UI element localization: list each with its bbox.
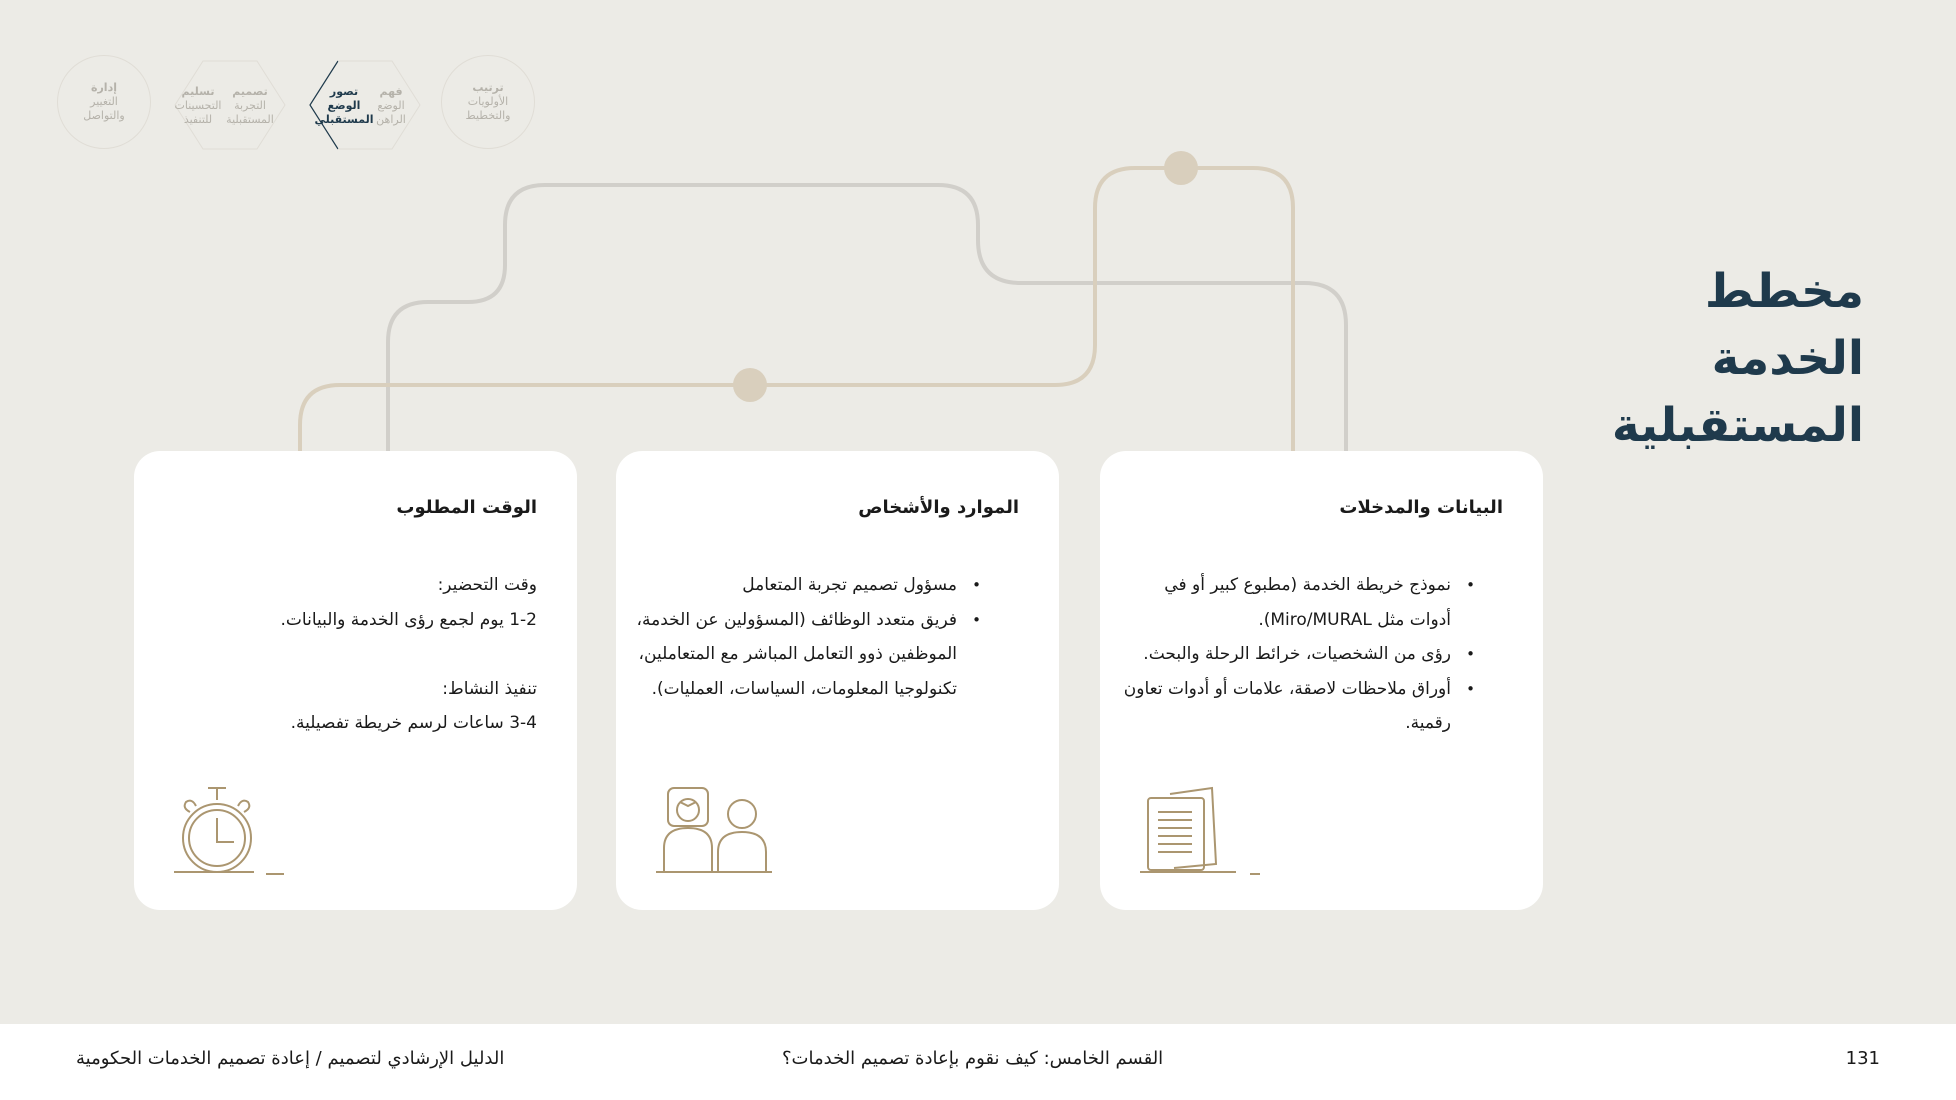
nav-step-sub: الوضع <box>377 99 405 112</box>
nav-step-title: تصور <box>329 85 359 98</box>
card-resources <box>616 451 1059 910</box>
documents-icon <box>1140 784 1260 880</box>
nav-step-change[interactable] <box>57 55 151 149</box>
nav-step-sub: التحسينات <box>174 99 222 112</box>
nav-step-current[interactable] <box>366 60 416 152</box>
people-icon <box>656 784 776 880</box>
nav-step-title: إدارة <box>90 81 117 94</box>
footer <box>0 1024 1956 1100</box>
nav-step-sub: المستقبلية <box>226 113 274 126</box>
footer-guide: الدليل الإرشادي لتصميم / إعادة تصميم الخدمات الحكومية <box>76 1048 505 1069</box>
nav-step-sub: للتنفيذ <box>183 113 213 126</box>
list-item: • فريق متعدد الوظائف (المسؤولين عن الخدمة، الموظفين ذوو التعامل المباشر مع المتعاملين، تكنولوجيا المعلومات، السياسات، العمليات). <box>627 603 957 707</box>
nav-step-title: تسليم <box>181 85 215 98</box>
nav-step-title: ترتيب <box>472 81 504 94</box>
list-item: • رؤى من الشخصيات، خرائط الرحلة والبحث. <box>1121 637 1451 672</box>
prep-value: 1-2 يوم لجمع رؤى الخدمة والبيانات. <box>280 609 537 630</box>
connector-line-gold <box>300 168 1293 451</box>
nav-step-deliver[interactable] <box>170 60 226 152</box>
card-list <box>1121 568 1473 741</box>
connector-node <box>733 368 767 402</box>
exec-value: 3-4 ساعات لرسم خريطة تفصيلية. <box>290 713 537 733</box>
list-item: • أوراق ملاحظات لاصقة، علامات أو أدوات تعاون رقمية. <box>1121 672 1451 741</box>
stopwatch-icon <box>174 784 294 880</box>
exec-label: تنفيذ النشاط: <box>442 678 537 699</box>
nav-step-sub: المستقبلي <box>314 113 374 126</box>
page-title-line: الخدمة <box>1711 331 1864 386</box>
nav-step-sub: والتواصل <box>83 109 125 122</box>
page-title-line: مخطط <box>1704 264 1864 319</box>
nav-step-sub: الراهن <box>376 113 406 126</box>
card-heading: الوقت المطلوب <box>396 497 537 518</box>
card-text <box>167 568 537 741</box>
list-item: • مسؤول تصميم تجربة المتعامل <box>627 568 957 603</box>
nav-step-future[interactable] <box>314 60 374 152</box>
card-heading: الموارد والأشخاص <box>858 497 1019 518</box>
nav-step-title: تصميم <box>232 85 268 98</box>
page-number: 131 <box>1845 1048 1880 1069</box>
nav-step-title: فهم <box>379 85 403 98</box>
nav-step-sub: التغيير <box>90 95 118 108</box>
prep-label: وقت التحضير: <box>437 575 537 595</box>
card-inputs <box>1100 451 1543 910</box>
nav-step-sub: الوضع <box>327 99 361 112</box>
list-item: • نموذج خريطة الخدمة (مطبوع كبير أو في أدوات مثل Miro/MURAL). <box>1121 568 1451 637</box>
nav-step-sub: التجربة <box>234 99 266 112</box>
card-list <box>627 568 979 706</box>
connector-node <box>1164 151 1198 185</box>
nav-step-sub: الأولويات <box>467 95 509 108</box>
nav-step-priorities[interactable] <box>441 55 535 149</box>
page-title <box>1544 258 1864 459</box>
page-title-line: المستقبلية <box>1611 398 1864 453</box>
nav-step-sub: والتخطيط <box>465 109 511 122</box>
card-heading: البيانات والمدخلات <box>1339 497 1503 518</box>
footer-section: القسم الخامس: كيف نقوم بإعادة تصميم الخدمات؟ <box>782 1048 1164 1069</box>
connector-line-grey <box>388 185 1346 451</box>
card-time <box>134 451 577 910</box>
nav-step-design[interactable] <box>224 60 276 152</box>
